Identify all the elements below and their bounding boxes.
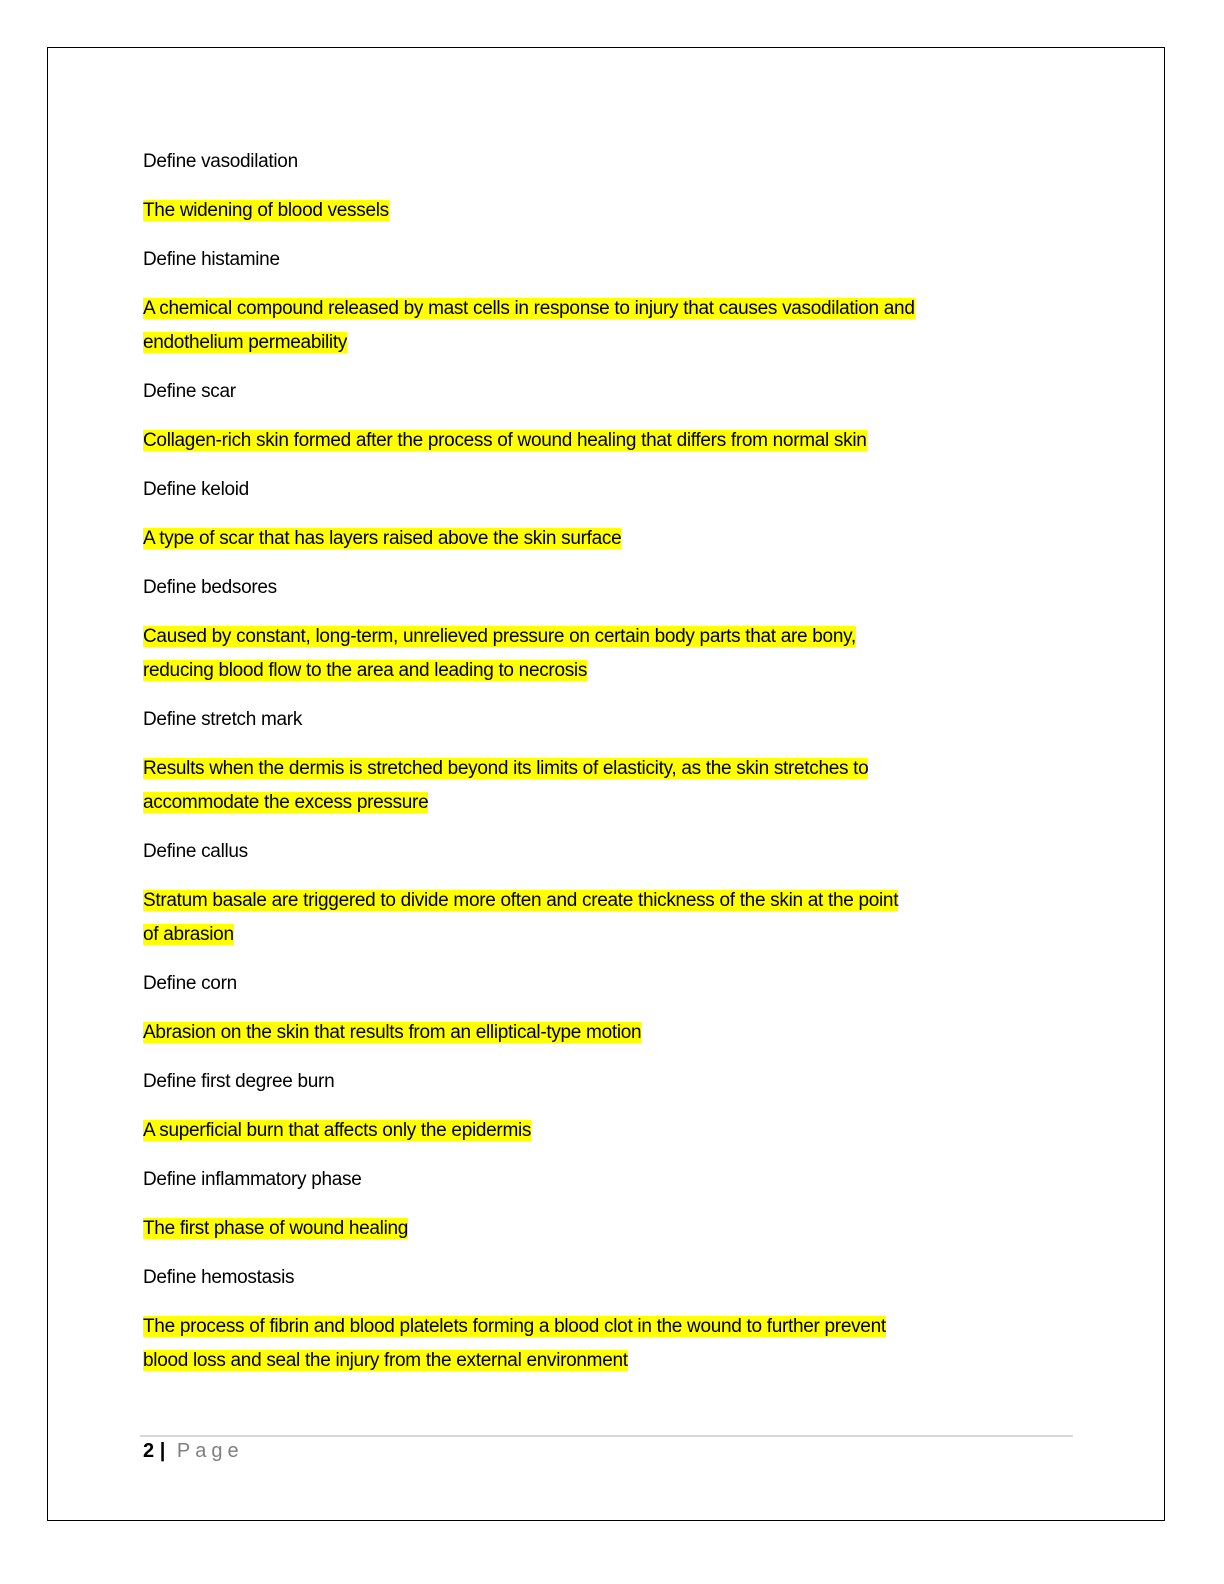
answer-line-text: Stratum basale are triggered to divide more often and create thickness of the skin at the point (143, 890, 899, 911)
highlighted-answer (143, 194, 1083, 228)
question-text: Define hemostasis (143, 1267, 295, 1288)
answer-line (143, 1114, 1083, 1148)
question-text: Define stretch mark (143, 709, 303, 730)
answer-line-text: endothelium permeability (143, 332, 348, 353)
question-text: Define first degree burn (143, 1071, 335, 1092)
answer-line (143, 1344, 1083, 1378)
answer-line (143, 620, 1083, 654)
document-body (143, 145, 1083, 1393)
footer-divider (140, 1435, 1073, 1437)
question-text: Define inflammatory phase (143, 1169, 362, 1190)
question-text: Define scar (143, 381, 236, 402)
answer-line (143, 918, 1083, 952)
answer-line-text: A chemical compound released by mast cells in response to injury that causes vasodilation and (143, 298, 915, 319)
answer-line-text: Abrasion on the skin that results from an elliptical-type motion (143, 1022, 642, 1043)
highlighted-answer (143, 752, 1083, 820)
answer-line-text: A superficial burn that affects only the epidermis (143, 1120, 532, 1141)
answer-line-text: accommodate the excess pressure (143, 792, 429, 813)
answer-line-text: The widening of blood vessels (143, 200, 389, 221)
answer-line (143, 884, 1083, 918)
answer-line (143, 1212, 1083, 1246)
answer-line (143, 522, 1083, 556)
page-label: Page (176, 1440, 244, 1462)
question-text: Define keloid (143, 479, 249, 500)
question-text: Define vasodilation (143, 151, 298, 172)
answer-line (143, 194, 1083, 228)
highlighted-answer (143, 522, 1083, 556)
answer-line-text: Collagen-rich skin formed after the process of wound healing that differs from normal skin (143, 430, 867, 451)
question-text: Define callus (143, 841, 248, 862)
question-text: Define corn (143, 973, 237, 994)
answer-line-text: of abrasion (143, 924, 234, 945)
answer-line-text: The first phase of wound healing (143, 1218, 409, 1239)
highlighted-answer (143, 1016, 1083, 1050)
answer-line (143, 752, 1083, 786)
answer-line-text: The process of fibrin and blood platelets forming a blood clot in the wound to further prevent (143, 1316, 886, 1337)
question-text: Define bedsores (143, 577, 277, 598)
highlighted-answer (143, 424, 1083, 458)
answer-line (143, 292, 1083, 326)
answer-line-text: Caused by constant, long-term, unrelieved pressure on certain body parts that are bony, (143, 626, 856, 647)
page-footer (143, 1440, 244, 1463)
answer-line (143, 786, 1083, 820)
highlighted-answer (143, 1212, 1083, 1246)
answer-line (143, 1016, 1083, 1050)
answer-line-text: reducing blood flow to the area and leading to necrosis (143, 660, 588, 681)
highlighted-answer (143, 620, 1083, 688)
highlighted-answer (143, 292, 1083, 360)
answer-line (143, 1310, 1083, 1344)
highlighted-answer (143, 1310, 1083, 1378)
highlighted-answer (143, 884, 1083, 952)
answer-line-text: A type of scar that has layers raised above the skin surface (143, 528, 622, 549)
answer-line-text: blood loss and seal the injury from the external environment (143, 1350, 628, 1371)
answer-line-text: Results when the dermis is stretched beyond its limits of elasticity, as the skin stretches to (143, 758, 869, 779)
answer-line (143, 654, 1083, 688)
answer-line (143, 424, 1083, 458)
question-text: Define histamine (143, 249, 280, 270)
page-number: 2 (143, 1440, 155, 1462)
highlighted-answer (143, 1114, 1083, 1148)
footer-separator: | (159, 1440, 166, 1462)
answer-line (143, 326, 1083, 360)
